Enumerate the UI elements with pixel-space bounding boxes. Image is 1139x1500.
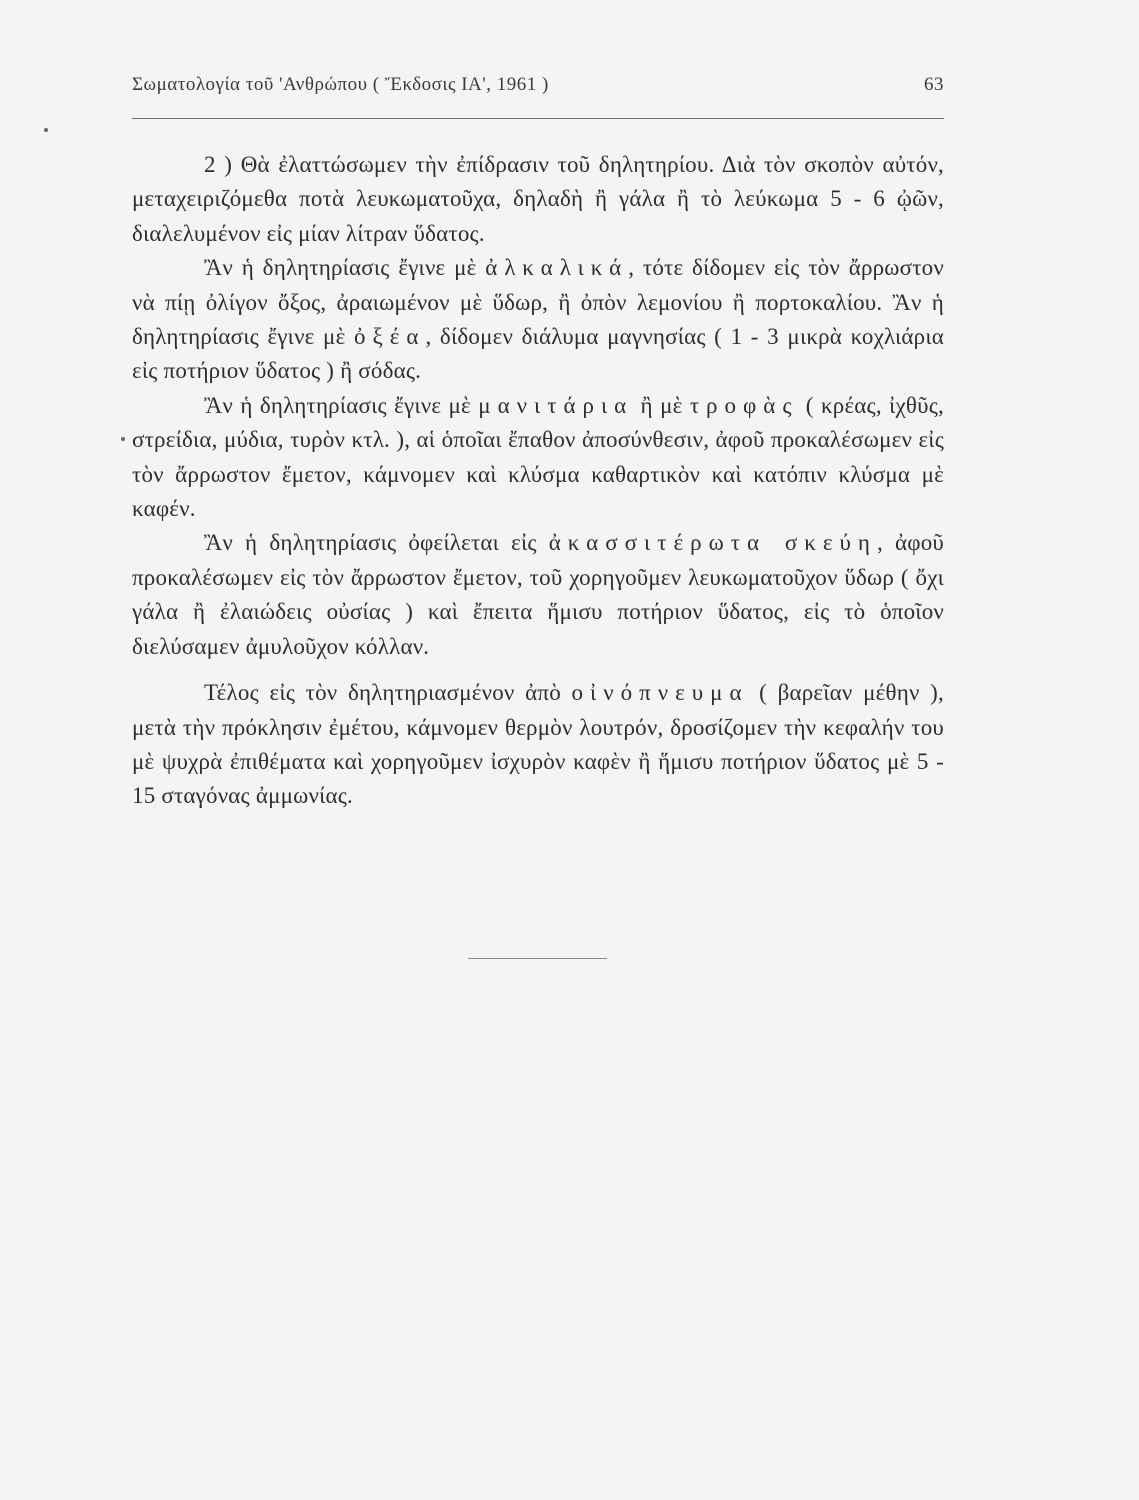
emphasis-tinless-vessels: ἀκασσιτέρωτα σκεύη [548, 530, 877, 556]
paragraph-text: Τέλος εἰς τὸν δηλητηριασμένον ἀπὸ [204, 680, 572, 706]
emphasis-acids: ὀξέα [353, 324, 426, 350]
scan-speck [44, 128, 48, 132]
paragraph-tinless-vessels [132, 526, 944, 664]
paragraph-dilution [132, 148, 944, 251]
page-number: 63 [924, 74, 944, 95]
paragraph-text: Ἂν ἡ δηλητηρίασις ὀφείλεται εἰς [204, 530, 549, 556]
paragraph-alcohol [132, 676, 944, 814]
paragraph-text: , τότε δίδομεν εἰς τὸν ἄρρωστον νὰ πίῃ ὀλίγον ὄξος, ἀραιωμένον μὲ ὕδωρ, ἢ ὀπὸν λεμονίου ἢ πορτοκαλίου. Ἂν ἡ δηλητηρίασις ἔγινε μὲ [132, 255, 944, 350]
paragraph-text: ( κρέας, ἰχθῦς, στρείδια, μύδια, τυρὸν κτλ. ), αἱ ὁποῖαι ἔπαθον ἀποσύνθεσιν, ἀφοῦ προκαλέσωμεν εἰς τὸν ἄρρωστον ἔμετον, κάμνομεν καὶ κλύσμα καθαρτικὸν καὶ κατόπιν κλύσμα μὲ καφέν. [132, 392, 944, 522]
paragraph-alkali-acid [132, 251, 944, 389]
section-end-rule [468, 958, 607, 959]
emphasis-foods: τροφὰς [689, 392, 799, 418]
paragraph-text: , ἀφοῦ προκαλέσωμεν εἰς τὸν ἄρρωστον ἔμετον, τοῦ χορηγοῦμεν λευκωματοῦχον ὕδωρ ( ὄχι γάλα ἢ ἐλαιώδεις οὐσίας ) καὶ ἔπειτα ἥμισυ ποτήριον ὕδατος, εἰς τὸ ὁποῖον διελύσαμεν ἀμυλοῦχον κόλλαν. [132, 530, 944, 659]
body-text [132, 148, 944, 814]
paragraph-mushrooms-food [132, 389, 944, 527]
emphasis-mushrooms: μανιτάρια [478, 392, 634, 418]
header-rule [132, 118, 944, 119]
emphasis-alcohol: οἰνόπνευμα [571, 680, 749, 706]
paragraph-text: ( βαρεῖαν μέθην ), μετὰ τὴν πρόκλησιν ἐμέτου, κάμνομεν θερμὸν λουτρόν, δροσίζομεν τὴν κεφαλήν του μὲ ψυχρὰ ἐπιθέματα καὶ χορηγοῦμεν ἰσχυρὸν καφὲν ἢ ἥμισυ ποτήριον ὕδατος μὲ 5 - 15 σταγόνας ἀμμωνίας. [132, 680, 944, 809]
paragraph-text: Ἂν ἡ δηλητηρίασις ἔγινε μὲ [204, 255, 486, 281]
scan-speck [121, 437, 125, 441]
paragraph-text: , δίδομεν διάλυμα μαγνησίας ( 1 - 3 μικρὰ κοχλιάρια εἰς ποτήριον ὕδατος ) ἢ σόδας. [132, 324, 945, 384]
emphasis-alkalis: ἀλκαλικά [485, 255, 629, 281]
running-title: Σωματολογία τοῦ 'Ανθρώπου ( Ἔκδοσις ΙΑ', 1961 ) [132, 74, 549, 95]
paragraph-dilution-text: 2 ) Θὰ ἐλαττώσωμεν τὴν ἐπίδρασιν τοῦ δηλητηρίου. Διὰ τὸν σκοπὸν αὐτόν, μεταχειριζόμεθα ποτὰ λευκωματοῦχα, δηλαδὴ ἢ γάλα ἢ τὸ λεύκωμα 5 - 6 ᾠῶν, διαλελυμένον εἰς μίαν λίτραν ὕδατος. [132, 152, 944, 246]
paragraph-text: ἢ μὲ [633, 392, 690, 418]
running-head [132, 74, 944, 114]
paragraph-text: Ἂν ἡ δηλητηρίασις ἔγινε μὲ [204, 392, 479, 418]
